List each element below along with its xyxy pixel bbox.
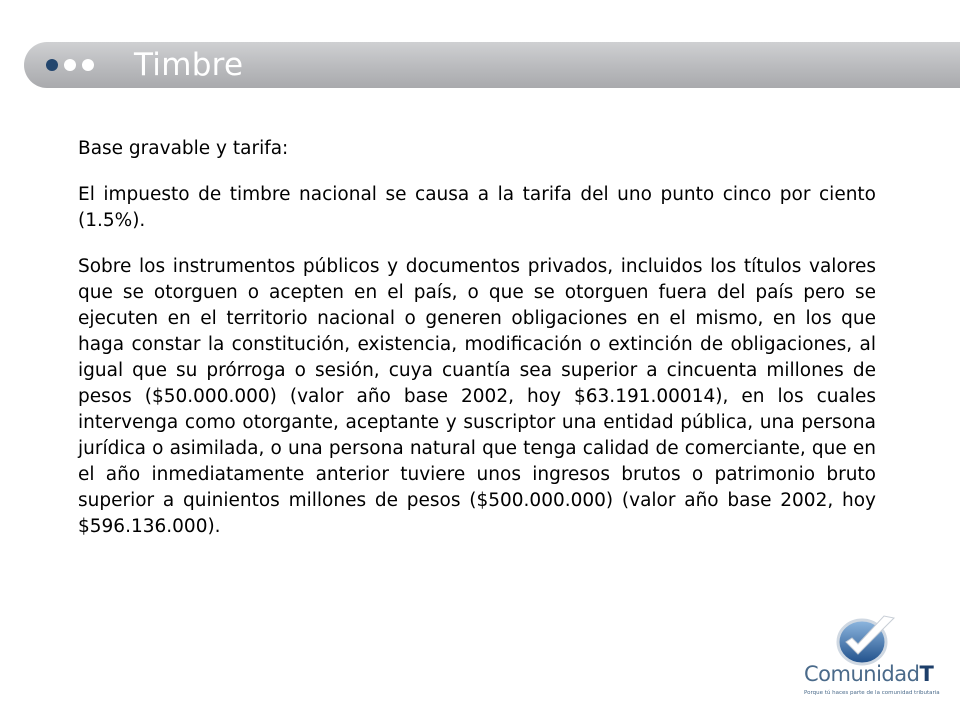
comunidad-t-logo <box>796 612 952 712</box>
logo-wordmark <box>804 662 933 686</box>
logo-name-prefix: Comunidad <box>804 662 920 686</box>
slide-title: Timbre <box>134 47 244 83</box>
logo-name-suffix: T <box>919 662 934 686</box>
dot-inactive <box>64 59 76 71</box>
dot-active <box>46 59 58 71</box>
slide-content <box>78 136 876 560</box>
instruments-paragraph: Sobre los instrumentos públicos y documentos privados, incluidos los títulos valores que se otorguen o acepten en el país, o que se otorguen fuera del país pero se ejecuten en el territorio nacional o generen obligaciones en el mismo, en los que haga constar la constitución, existencia, modificación o extinción de obligaciones, al igual que su prórroga o sesión, cuya cuantía sea superior a cincuenta millones de pesos ($50.000.000) (valor año base 2002, hoy $63.191.00014), en los cuales intervenga como otorgante, aceptante y suscriptor una entidad pública, una persona jurídica o asimilada, o una persona natural que tenga calidad de comerciante, que en el año inmediatamente anterior tuviere unos ingresos brutos o patrimonio bruto superior a quinientos millones de pesos ($500.000.000) (valor año base 2002, hoy $596.136.000). <box>78 256 876 537</box>
section-heading: Base gravable y tarifa: <box>78 138 289 159</box>
logo-tagline: Porque tú haces parte de la comunidad tributaria <box>804 690 940 696</box>
checkmark-globe-icon <box>832 612 902 668</box>
dot-inactive <box>82 59 94 71</box>
progress-dots <box>46 59 94 71</box>
tariff-paragraph: El impuesto de timbre nacional se causa a la tarifa del uno punto cinco por ciento (1.5%). <box>78 184 876 231</box>
